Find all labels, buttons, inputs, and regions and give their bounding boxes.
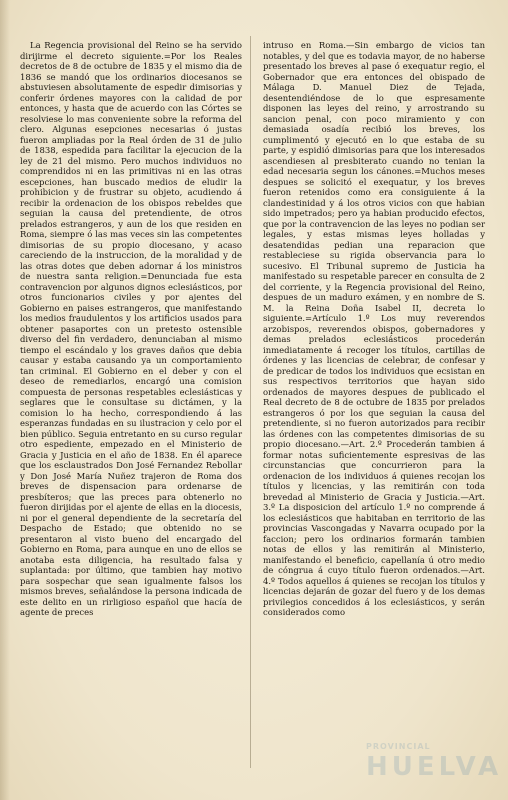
page-binding-shadow xyxy=(0,0,10,800)
watermark-big-text: HUELVA xyxy=(366,752,503,782)
left-column-paragraph: La Regencia provisional del Reino se ha servido dirijirme el decreto siguiente.=Por los Reales decretos de 8 de octubre de 1835 y el mismo dia de 1836 se mandó que los ordinarios diocesanos se abstuviesen absolutamente de espedir dimisorias y conferir órdenes mayores con la calidad de por entonces, y hasta que de acuerdo con las Córtes se resolviese lo mas conveniente sobre la reforma del clero. Algunas esepciones necesarias ó justas fueron ampliadas por la Real órden de 31 de julio de 1838, espedida para facilitar la ejecucion de la ley de 21 del mismo. Pero muchos individuos no comprendidos ni en las primitivas ni en las otras escepciones, han buscado medios de eludir la prohibicion y de frustrar su objeto, acudiendo á recibir la ordenacion de los obispos rebeldes que seguian la causa del pretendiente, de otros prelados estrangeros, y aun de los que residen en Roma, siempre ó las mas veces sin las competentes dimisorias de su propio diocesano, y acaso careciendo de la instruccion, de la moralidad y de las otras dotes que deben adornar á los ministros de nuestra santa religion.=Denunciada fue esta contravencion por algunos dignos eclesiásticos, por otros funcionarios civiles y por ajentes del Gobierno en paises estrangeros, que manifestando los medios fraudulentos y los artificios usados para obtener pasaportes con un pretesto ostensible diverso del fin verdadero, denunciaban al mismo tiempo el escándalo y los graves daños que debia causar y estaba causando ya un comportamiento tan criminal. El Gobierno en el deber y con el deseo de remediarlos, encargó una comision compuesta de personas respetables eclesiásticas y seglares que le consultase su dictámen, y la comision lo ha hecho, correspondiendo á las esperanzas fundadas en su ilustracion y celo por el bien público. Seguia entretanto en su curso regular otro espediente, empezado en el Ministerio de Gracia y Justicia en el año de 1838. En él aparece que los esclaustrados Don José Fernandez Rebollar y Don José María Nuñez trajeron de Roma dos breves de dispensacion para ordenarse de presbíteros; que las preces para obtenerlo no fueron dirijidas por el ajente de ellas en la diocesis, ni por el general dependiente de la secretaría del Despacho de Estado; que obtenido no se presentaron al visto bueno del encargado del Gobierno en Roma, para aunque en uno de ellos se anotaba esta diligencia, ha resultado falsa y suplantada: por último, que tambien hay motivo para sospechar que sean igualmente falsos los mismos breves, señalándose la persona indicada de este delito en un rirligioso español que hacía de agente de preces xyxy=(20,40,242,617)
left-text-column xyxy=(20,40,242,618)
column-divider xyxy=(250,36,251,768)
archive-watermark-stamp xyxy=(366,736,503,786)
right-text-column xyxy=(263,40,485,618)
right-column-paragraph: intruso en Roma.—Sin embargo de vicios tan notables, y del que es todavia mayor, de no haberse presentado los breves al pase ó exequatur regio, el Gobernador que era entonces del obispado de Málaga D. Manuel Diez de Tejada, desentendiéndose de lo que espresamente disponen las leyes del reino, y arrostrando su sancion penal, con poco miramiento y con demasiada osadía recibió los breves, los cumplimentó y ejecutó en lo que estaba de su parte, y espidió dimisorias para que los interesados ascendiesen al presbiterato cuando no tenian la edad necesaria segun los cánones.=Muchos meses despues se solicitó el exequatur, y los breves fueron retenidos como era consiguiente á la clandestinidad y á los otros vicios con que habian sido impetrados; pero ya habian producido efectos, que por la contravencion de las leyes no podian ser legales, y estas mismas leyes holladas y desatendidas pedian una reparacion que restableciese su rigida observancia para lo sucesivo. El Tribunal supremo de Justicia ha manifestado su respetable parecer en consulta de 2 del corriente, y la Regencia provisional del Reino, despues de un maduro exámen, y en nombre de S. M. la Reina Doña Isabel II, decreta lo siguiente.=Artículo 1.º Los muy reverendos arzobispos, reverendos obispos, gobernadores y demas prelados eclesiásticos procederán inmediatamente á recoger los títulos, cartillas de órdenes y las licencias de celebrar, de confesar y de predicar de todos los individuos que ecsistan en sus respectivos territorios que hayan sido ordenados de mayores despues de publicado el Real decreto de 8 de octubre de 1835 por prelados estrangeros ó por los que seguian la causa del pretendiente, si no fueron autorizados para recibir las órdenes con las competentes dimisorias de su propio diocesano.—Art. 2.º Procederán tambien á formar notas suficientemente espresivas de las circunstancias que concurrieron para la ordenacion de los individuos á quienes recojan los títulos y licencias, y las remitirán con toda brevedad al Ministerio de Gracia y Justicia.—Art. 3.º La disposicion del artículo 1.º no comprende á los eclesiásticos que habitaban en territorio de las provincias Vascongadas y Navarra ocupado por la faccion; pero los ordinarios formarán tambien notas de ellos y las remitirán al Ministerio, manifestando el beneficio, capellanía ú otro medio de cóngrua á cuyo título fueron ordenados.—Art. 4.º Todos aquellos á quienes se recojan los títulos y licencias dejarán de gozar del fuero y de los demas privilegios concedidos á los eclesiásticos, y serán considerados como xyxy=(263,40,485,617)
watermark-small-text: PROVINCIAL xyxy=(366,742,431,751)
